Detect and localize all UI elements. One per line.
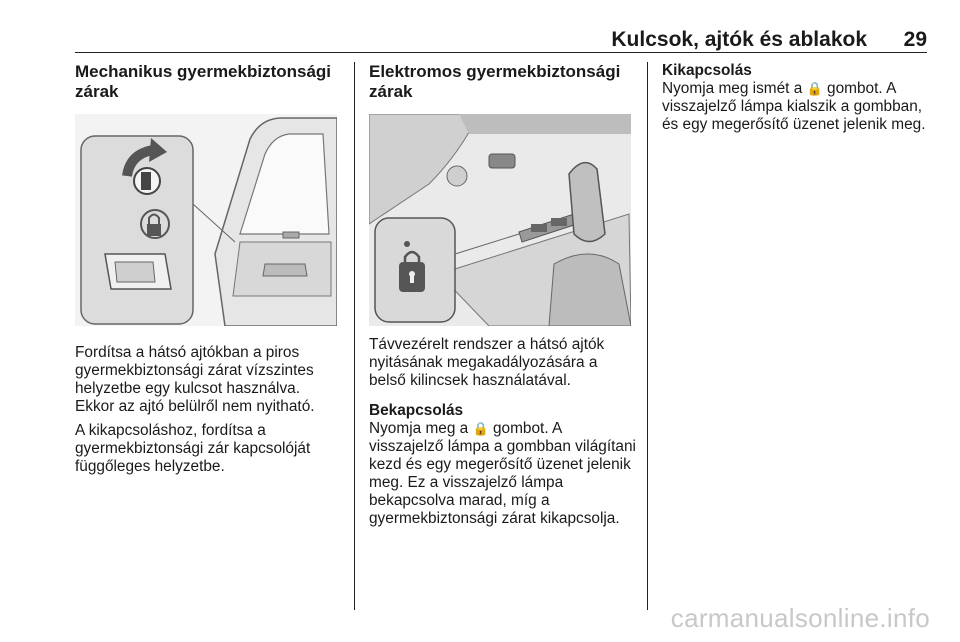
column-electric-text bbox=[369, 336, 637, 528]
page-number: 29 bbox=[903, 28, 927, 51]
mechanical-paragraph-2: A kikapcsoláshoz, fordítsa a gyermekbiztonsági zár kapcsolóját függőleges helyzetbe. bbox=[75, 422, 311, 475]
child-lock-icon: 🔒 bbox=[472, 421, 489, 436]
heading-mechanical-lock: Mechanikus gyermekbiztonsági zárak bbox=[75, 62, 332, 101]
activation-text-b: gombot. A visszajelző lámpa a gombban világítani kezd és egy megerősítő üzenet jelenik meg. Ez a visszajelző lámpa bekapcsolva marad, míg a gyermekbiztonsági zárat kikapcsolja. bbox=[369, 420, 636, 527]
subhead-activation: Bekapcsolás bbox=[369, 402, 464, 419]
subhead-deactivation: Kikapcsolás bbox=[662, 62, 752, 79]
electric-paragraph-1: Távvezérelt rendszer a hátsó ajtók nyitásának megakadályozására a belső kilincsek használatával. bbox=[369, 336, 605, 389]
electric-paragraph-2 bbox=[369, 420, 637, 528]
activation-text-a: Nyomja meg a bbox=[369, 420, 469, 437]
mechanical-paragraph-1: Fordítsa a hátsó ajtókban a piros gyermekbiztonsági zárat vízszintes helyzetbe egy kulcsot használva. Ekkor az ajtó belülről nem nyitható. bbox=[75, 344, 315, 415]
header-rule bbox=[75, 52, 927, 53]
column-divider-2 bbox=[647, 62, 648, 610]
deactivation-text-a: Nyomja meg ismét a bbox=[662, 80, 803, 97]
column-deactivation bbox=[662, 62, 930, 134]
page-header bbox=[75, 24, 927, 50]
column-mechanical-lock bbox=[75, 62, 343, 102]
footer-watermark: carmanualsonline.info bbox=[670, 603, 930, 633]
column-electric-lock bbox=[369, 62, 637, 102]
heading-electric-lock: Elektromos gyermekbiztonsági zárak bbox=[369, 62, 621, 101]
figure-rear-door-lock bbox=[75, 114, 337, 326]
console-illustration bbox=[369, 114, 631, 326]
deactivation-text-b: gombot. A visszajelző lámpa kialszik a gombban, és egy megerősítő üzenet jelenik meg. bbox=[662, 80, 926, 133]
section-title: Kulcsok, ajtók és ablakok bbox=[611, 28, 867, 51]
deactivation-paragraph bbox=[662, 80, 930, 134]
rear-door-illustration bbox=[75, 114, 337, 326]
column-divider-1 bbox=[354, 62, 355, 610]
child-lock-icon-2: 🔒 bbox=[806, 81, 823, 96]
column-mechanical-text bbox=[75, 344, 343, 476]
figure-console-button bbox=[369, 114, 631, 326]
